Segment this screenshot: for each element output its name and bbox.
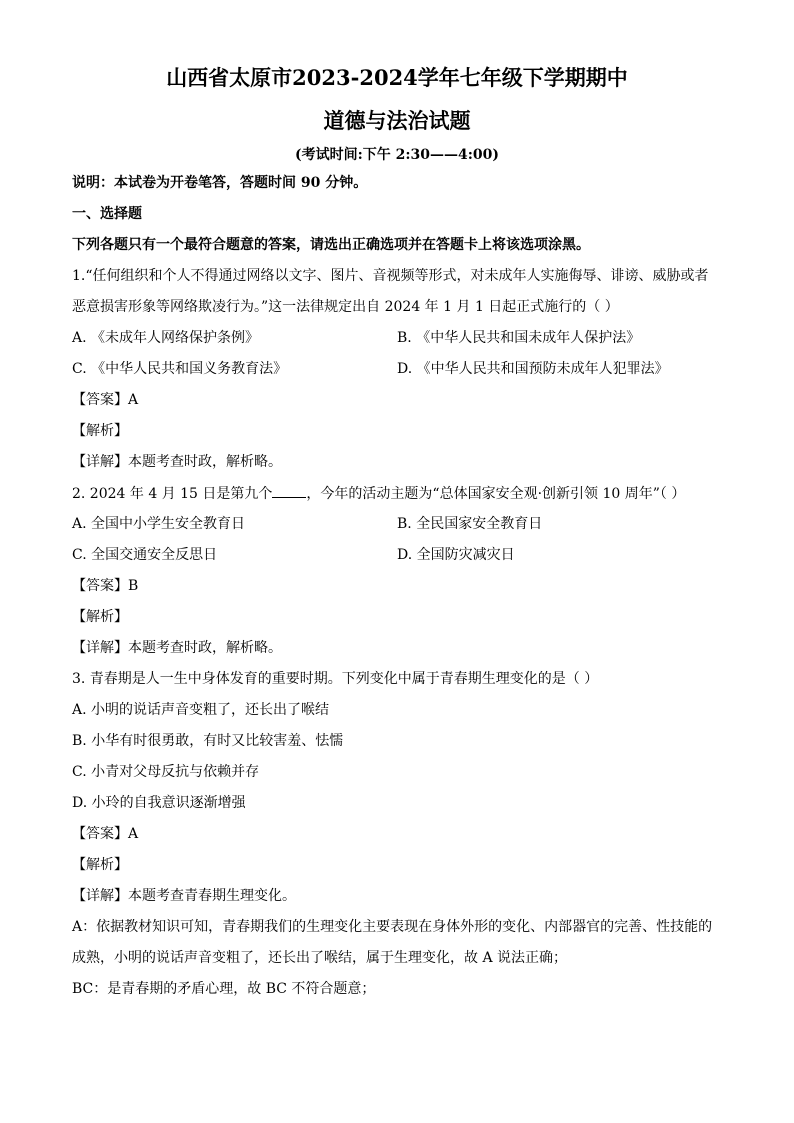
q3-explain-bc: BC：是青春期的矛盾心理，故 BC 不符合题意； [72,981,376,997]
q3-analysis: 【解析】 [72,857,128,873]
q2-detail: 【详解】本题考查时政，解析略。 [72,640,282,656]
q2-option-c: C. 全国交通安全反思日 [72,547,218,563]
q2-fill-blank [272,483,306,498]
q3-option-d: D. 小玲的自我意识逐渐增强 [72,795,246,811]
q2-option-b: B. 全民国家安全教育日 [397,516,543,532]
q1-answer: 【答案】A [72,392,139,408]
q3-detail: 【详解】本题考查青春期生理变化。 [72,888,296,904]
q1-analysis: 【解析】 [72,423,128,439]
q2-stem-before: 2. 2024 年 4 月 15 日是第九个 [72,486,273,502]
q3-answer: 【答案】A [72,826,139,842]
section-description: 下列各题只有一个最符合题意的答案，请选出正确选项并在答题卡上将该选项涂黑。 [72,237,590,253]
q2-option-d: D. 全国防灾减灾日 [397,547,515,563]
section-heading: 一、选择题 [72,206,142,222]
q2-analysis: 【解析】 [72,609,128,625]
q1-option-c: C. 《中华人民共和国义务教育法》 [72,361,288,377]
q2-option-a: A. 全国中小学生安全教育日 [72,516,246,532]
q3-explain-a-line1: A：依据教材知识可知，青春期我们的生理变化主要表现在身体外形的变化、内部器官的完善、性技能的 [72,919,713,935]
q1-option-b: B. 《中华人民共和国未成年人保护法》 [397,330,641,346]
q3-option-b: B. 小华有时很勇敢，有时又比较害羞、怯懦 [72,733,344,749]
q2-stem-after: ，今年的活动主题为“总体国家安全观·创新引领 10 周年”（ ） [306,486,686,502]
q2-answer: 【答案】B [72,578,139,594]
q1-option-d: D. 《中华人民共和国预防未成年人犯罪法》 [397,361,669,377]
q2-stem [72,483,722,503]
q2-options-row2 [72,545,722,565]
q2-options-row1 [72,514,722,534]
q3-option-a: A. 小明的说话声音变粗了，还长出了喉结 [72,702,330,718]
exam-page [72,64,722,999]
doc-title-line1: 山西省太原市2023-2024学年七年级下学期期中 [166,65,628,90]
doc-title-line2: 道德与法治试题 [323,108,471,133]
exam-time: (考试时间:下午 2:30——4:00) [294,147,500,163]
q1-detail: 【详解】本题考查时政，解析略。 [72,454,282,470]
q1-stem-line2: 恶意损害形象等网络欺凌行为。”这一法律规定出自 2024 年 1 月 1 日起正式施行的（ ） [72,299,619,315]
q1-options-row2 [72,359,722,379]
q3-explain-a-line2: 成熟，小明的说话声音变粗了，还长出了喉结，属于生理变化，故 A 说法正确； [72,950,568,966]
q1-options-row1 [72,328,722,348]
q3-option-c: C. 小青对父母反抗与依赖并存 [72,764,260,780]
q3-stem: 3. 青春期是人一生中身体发育的重要时期。下列变化中属于青春期生理变化的是（ ） [72,671,599,687]
instructions: 说明：本试卷为开卷笔答，答题时间 90 分钟。 [72,175,368,191]
q1-option-a: A. 《未成年人网络保护条例》 [72,330,260,346]
q1-stem-line1: 1.“任何组织和个人不得通过网络以文字、图片、音视频等形式，对未成年人实施侮辱、诽谤、威胁或者 [72,268,709,284]
